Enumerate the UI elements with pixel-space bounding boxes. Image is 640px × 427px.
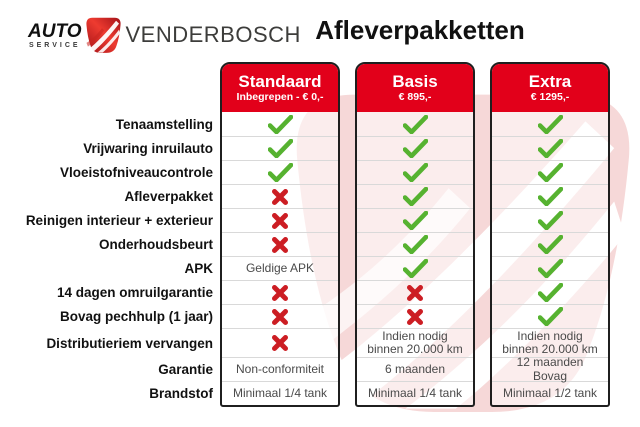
feature-label-column xyxy=(0,112,213,405)
check-icon xyxy=(538,283,563,302)
package-cell xyxy=(357,381,473,405)
package-cell xyxy=(492,280,608,304)
package-cell xyxy=(222,160,338,184)
package-cell xyxy=(492,381,608,405)
logo-auto-service xyxy=(28,22,81,49)
package-name: Basis xyxy=(392,71,438,91)
check-icon xyxy=(403,259,428,278)
package-cell xyxy=(222,232,338,256)
check-icon xyxy=(538,115,563,134)
feature-label: Reinigen interieur + exterieur xyxy=(25,213,213,228)
package-cell xyxy=(222,112,338,136)
check-icon xyxy=(268,115,293,134)
cell-text: Geldige APK xyxy=(245,260,315,275)
package-column-standaard xyxy=(220,62,340,407)
cell-text: 12 maanden Bovag xyxy=(516,355,584,383)
cross-icon xyxy=(272,189,288,205)
cell-text: Minimaal 1/4 tank xyxy=(232,385,328,400)
check-icon xyxy=(268,163,293,182)
logo-auto-text: AUTO xyxy=(28,20,82,42)
check-icon xyxy=(403,187,428,206)
package-cell xyxy=(222,208,338,232)
package-cell xyxy=(222,357,338,381)
feature-label: Tenaamstelling xyxy=(115,116,213,132)
package-cell xyxy=(357,112,473,136)
package-cell xyxy=(222,328,338,357)
check-icon xyxy=(538,259,563,278)
package-cell xyxy=(222,136,338,160)
package-cell xyxy=(357,304,473,328)
package-name: Extra xyxy=(528,71,572,91)
cell-text: Minimaal 1/4 tank xyxy=(367,385,463,400)
package-cell xyxy=(492,112,608,136)
check-icon xyxy=(538,187,563,206)
package-header xyxy=(357,64,473,112)
package-cell xyxy=(357,136,473,160)
package-cell xyxy=(492,136,608,160)
package-price: € 1295,- xyxy=(530,91,570,104)
package-cell xyxy=(492,256,608,280)
feature-label: Distributieriem vervangen xyxy=(46,335,213,351)
cell-text: Non-conformiteit xyxy=(235,361,325,376)
feature-label: Brandstof xyxy=(149,386,213,401)
package-cell xyxy=(357,256,473,280)
page-title: Afleverpakketten xyxy=(315,15,525,45)
cross-icon xyxy=(272,213,288,229)
package-cell xyxy=(492,232,608,256)
package-cell xyxy=(222,381,338,405)
cross-icon xyxy=(407,285,423,301)
cross-icon xyxy=(407,309,423,325)
check-icon xyxy=(538,235,563,254)
company-logo xyxy=(28,12,301,58)
package-cell xyxy=(492,208,608,232)
package-price: € 895,- xyxy=(398,91,432,104)
check-icon xyxy=(538,307,563,326)
cross-icon xyxy=(272,285,288,301)
package-cell xyxy=(222,280,338,304)
package-cell xyxy=(222,256,338,280)
package-column-basis xyxy=(355,62,475,407)
cell-text: Minimaal 1/2 tank xyxy=(502,385,598,400)
package-cell xyxy=(357,280,473,304)
cross-icon xyxy=(272,237,288,253)
package-cell xyxy=(357,357,473,381)
package-cell xyxy=(492,357,608,381)
check-icon xyxy=(403,115,428,134)
package-header xyxy=(222,64,338,112)
package-header xyxy=(492,64,608,112)
cross-icon xyxy=(272,335,288,351)
check-icon xyxy=(268,139,293,158)
feature-label: Garantie xyxy=(158,362,213,377)
cross-icon xyxy=(272,309,288,325)
package-name: Standaard xyxy=(238,71,322,91)
package-cell xyxy=(357,328,473,357)
package-price: Inbegrepen - € 0,- xyxy=(236,91,324,104)
logo-company-text: VENDERBOSCH xyxy=(125,22,301,47)
check-icon xyxy=(403,139,428,158)
package-cell xyxy=(357,208,473,232)
package-cell xyxy=(357,232,473,256)
check-icon xyxy=(538,211,563,230)
shield-road-icon xyxy=(85,15,122,56)
check-icon xyxy=(403,235,428,254)
check-icon xyxy=(538,139,563,158)
package-cell xyxy=(492,328,608,357)
feature-label: Afleverpakket xyxy=(124,189,213,204)
cell-text: 6 maanden xyxy=(384,361,446,376)
feature-label: Bovag pechhulp (1 jaar) xyxy=(59,309,213,324)
package-cell xyxy=(357,184,473,208)
feature-label: APK xyxy=(184,261,213,276)
package-cell xyxy=(492,184,608,208)
package-cell xyxy=(222,184,338,208)
check-icon xyxy=(538,163,563,182)
package-columns xyxy=(220,62,610,407)
package-cell xyxy=(492,160,608,184)
cell-text: Indien nodig binnen 20.000 km xyxy=(502,328,598,356)
logo-service-text: SERVICE xyxy=(28,41,81,49)
package-cell xyxy=(492,304,608,328)
feature-label: Vloeistofniveaucontrole xyxy=(59,165,213,180)
package-cell xyxy=(222,304,338,328)
package-column-extra xyxy=(490,62,610,407)
cell-text: Indien nodig binnen 20.000 km xyxy=(367,328,463,356)
check-icon xyxy=(403,211,428,230)
check-icon xyxy=(403,163,428,182)
feature-label: 14 dagen omruilgarantie xyxy=(56,285,213,300)
package-cell xyxy=(357,160,473,184)
feature-label: Vrijwaring inruilauto xyxy=(83,141,213,156)
feature-label: Onderhoudsbeurt xyxy=(99,237,213,252)
